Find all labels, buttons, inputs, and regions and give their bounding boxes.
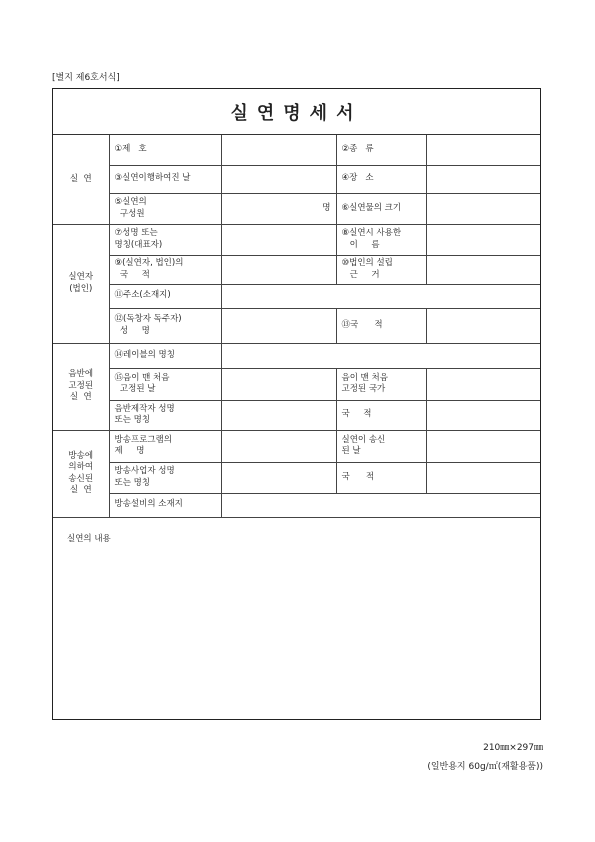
value-soloist-nationality[interactable] xyxy=(426,308,540,343)
form-title: 실연명세서 xyxy=(53,89,540,135)
value-broadcast-date[interactable] xyxy=(426,430,540,462)
value-producer-name[interactable] xyxy=(221,400,336,430)
label-producer-nationality: 국 적 xyxy=(336,400,426,430)
members-unit: 명 xyxy=(322,202,331,213)
label-number: ①제 호 xyxy=(109,135,221,165)
label-first-fixed-date: ⑮음이 맨 처음 고정된 날 xyxy=(109,368,221,400)
label-nationality: ⑨(실연자, 법인)의 국 적 xyxy=(109,255,221,284)
value-name[interactable] xyxy=(221,224,336,255)
label-broadcaster-nationality: 국 적 xyxy=(336,462,426,493)
label-type: ②종 류 xyxy=(336,135,426,165)
value-incorporation[interactable] xyxy=(426,255,540,284)
label-incorporation: ⑩법인의 설립 근 거 xyxy=(336,255,426,284)
form-number-label: [별지 제6호서식] xyxy=(52,73,120,83)
performance-content-label: 실연의 내용 xyxy=(67,534,111,544)
form-table xyxy=(53,135,540,518)
label-broadcast-date: 실연이 송신 된 날 xyxy=(336,430,426,462)
label-address: ⑪주소(소재지) xyxy=(109,284,221,308)
value-place[interactable] xyxy=(426,165,540,193)
section-fixed-phonogram: 음반에 고정된 실 연 xyxy=(53,343,109,430)
label-first-fixed-country: 음이 맨 처음 고정된 국가 xyxy=(336,368,426,400)
value-broadcaster-name[interactable] xyxy=(221,462,336,493)
label-soloist-name: ⑫(독창자 독주자) 성 명 xyxy=(109,308,221,343)
value-performance-date[interactable] xyxy=(221,165,336,193)
performance-statement-form xyxy=(52,88,541,720)
value-label-name[interactable] xyxy=(221,343,540,368)
value-stage-name[interactable] xyxy=(426,224,540,255)
label-stage-name: ⑧실연시 사용한 이 름 xyxy=(336,224,426,255)
value-size[interactable] xyxy=(426,193,540,224)
value-first-fixed-date[interactable] xyxy=(221,368,336,400)
label-size: ⑥실연물의 크기 xyxy=(336,193,426,224)
value-program-title[interactable] xyxy=(221,430,336,462)
label-program-title: 방송프로그램의 제 명 xyxy=(109,430,221,462)
value-nationality[interactable] xyxy=(221,255,336,284)
value-producer-nationality[interactable] xyxy=(426,400,540,430)
label-performance-date: ③실연이행하여진 날 xyxy=(109,165,221,193)
label-name: ⑦성명 또는 명칭(대표자) xyxy=(109,224,221,255)
value-first-fixed-country[interactable] xyxy=(426,368,540,400)
label-place: ④장 소 xyxy=(336,165,426,193)
value-type[interactable] xyxy=(426,135,540,165)
paper-type: (일반용지 60g/㎡(재활용품)) xyxy=(427,762,543,772)
label-label-name: ⑭레이블의 명칭 xyxy=(109,343,221,368)
section-performer: 실연자 (법인) xyxy=(53,224,109,343)
label-producer-name: 음반제작자 성명 또는 명칭 xyxy=(109,400,221,430)
value-number[interactable] xyxy=(221,135,336,165)
label-broadcaster-name: 방송사업자 성명 또는 명칭 xyxy=(109,462,221,493)
paper-size: 210㎜×297㎜ xyxy=(483,743,543,753)
label-soloist-nationality: ⑬국 적 xyxy=(336,308,426,343)
section-broadcast: 방송에 의하여 송신된 실 연 xyxy=(53,430,109,517)
value-soloist-name[interactable] xyxy=(221,308,336,343)
label-members: ⑤실연의 구성원 xyxy=(109,193,221,224)
value-broadcaster-nationality[interactable] xyxy=(426,462,540,493)
value-address[interactable] xyxy=(221,284,540,308)
value-members[interactable] xyxy=(221,193,336,224)
section-performance: 실 연 xyxy=(53,135,109,224)
label-facility-location: 방송설비의 소재지 xyxy=(109,493,221,517)
value-facility-location[interactable] xyxy=(221,493,540,517)
performance-content-area[interactable] xyxy=(53,526,540,721)
